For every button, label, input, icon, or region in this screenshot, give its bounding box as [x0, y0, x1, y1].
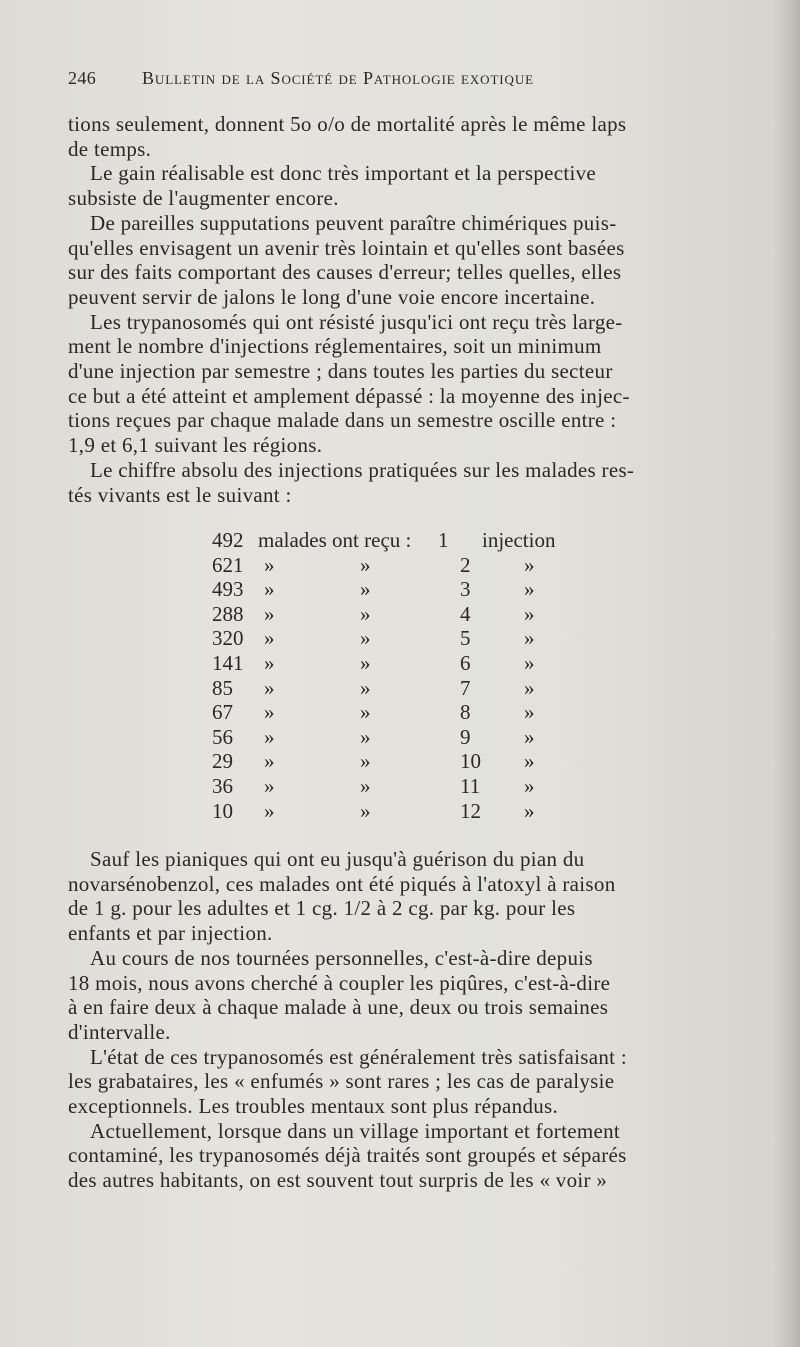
ditto-mark: »	[524, 724, 535, 749]
ditto-mark: »	[264, 650, 275, 675]
patient-count: 10	[212, 798, 233, 823]
patient-count: 56	[212, 724, 233, 749]
text-line: d'intervalle.	[68, 1019, 171, 1044]
ditto-mark: »	[524, 773, 535, 798]
paragraph	[68, 1045, 728, 1119]
ditto-mark: »	[360, 650, 371, 675]
paragraph	[68, 946, 728, 1045]
patient-count: 36	[212, 773, 233, 798]
patient-count: 85	[212, 675, 233, 700]
ditto-mark: »	[360, 626, 371, 651]
ditto-mark: »	[264, 552, 275, 577]
patient-count: 67	[212, 700, 233, 725]
ditto-mark: »	[264, 626, 275, 651]
ditto-mark: »	[524, 798, 535, 823]
ditto-mark: »	[360, 773, 371, 798]
injection-number: 1	[438, 528, 449, 552]
text-line: 18 mois, nous avons cherché à coupler les piqûres, c'est-à-dire	[68, 970, 611, 995]
text-line: De pareilles supputations peuvent paraître chimériques puis-	[90, 210, 617, 235]
text-line: qu'elles envisagent un avenir très lointain et qu'elles sont basées	[68, 235, 625, 260]
text-line: à en faire deux à chaque malade à une, deux ou trois semaines	[68, 995, 609, 1020]
ditto-mark: »	[264, 749, 275, 774]
ditto-mark: »	[264, 577, 275, 602]
ditto-mark: »	[524, 675, 535, 700]
text-line: contaminé, les trypanosomés déjà traités sont groupés et séparés	[68, 1143, 627, 1168]
ditto-mark: »	[524, 700, 535, 725]
text-line: de temps.	[68, 136, 152, 161]
text-line: 1,9 et 6,1 suivant les régions.	[68, 433, 323, 458]
patient-count: 288	[212, 601, 244, 626]
text-line: Au cours de nos tournées personnelles, c'est-à-dire depuis	[90, 945, 593, 970]
ditto-mark: »	[524, 626, 535, 651]
ditto-mark: »	[264, 773, 275, 798]
page-edge-shadow	[774, 0, 800, 1347]
ditto-mark: »	[524, 601, 535, 626]
paragraph	[68, 847, 728, 946]
paragraph	[68, 112, 728, 161]
row-label: malades ont reçu :	[258, 528, 412, 552]
text-line: subsiste de l'augmenter encore.	[68, 186, 339, 211]
page-number: 246	[68, 68, 97, 88]
text-line: tions seulement, donnent 5o o/o de mortalité après le même laps	[68, 112, 627, 136]
injection-number: 3	[460, 577, 471, 602]
injection-number: 8	[460, 700, 471, 725]
ditto-mark: »	[360, 798, 371, 823]
ditto-mark: »	[264, 724, 275, 749]
text-line: tions reçues par chaque malade dans un semestre oscille entre :	[68, 408, 617, 433]
text-line: Sauf les pianiques qui ont eu jusqu'à guérison du pian du	[90, 847, 585, 871]
ditto-mark: »	[360, 577, 371, 602]
ditto-mark: »	[264, 601, 275, 626]
ditto-mark: »	[264, 798, 275, 823]
paragraph	[68, 458, 728, 507]
row-unit-label: injection	[482, 528, 556, 552]
ditto-mark: »	[360, 724, 371, 749]
ditto-mark: »	[360, 601, 371, 626]
text-line: ment le nombre d'injections réglementaires, soit un minimum	[68, 334, 602, 359]
ditto-mark: »	[524, 577, 535, 602]
patient-count: 29	[212, 749, 233, 774]
text-line: enfants et par injection.	[68, 921, 273, 946]
text-line: d'une injection par semestre ; dans toutes les parties du secteur	[68, 359, 613, 384]
journal-title: Bulletin de la Société de Pathologie exotique	[142, 68, 534, 88]
injection-number: 12	[460, 798, 481, 823]
text-line: de 1 g. pour les adultes et 1 cg. 1/2 à 2 cg. par kg. pour les	[68, 896, 576, 921]
text-line: Le chiffre absolu des injections pratiquées sur les malades res-	[90, 457, 635, 482]
patient-count: 493	[212, 577, 244, 602]
patient-count: 141	[212, 650, 244, 675]
injection-number: 11	[460, 773, 481, 798]
body-text-top	[68, 112, 728, 507]
injection-number: 9	[460, 724, 471, 749]
injection-number: 7	[460, 675, 471, 700]
text-line: novarsénobenzol, ces malades ont été piqués à l'atoxyl à raison	[68, 871, 616, 896]
paragraph	[68, 161, 728, 210]
text-line: Le gain réalisable est donc très important et la perspective	[90, 161, 597, 186]
text-line: des autres habitants, on est souvent tout surpris de les « voir »	[68, 1168, 608, 1193]
ditto-mark: »	[524, 552, 535, 577]
body-text-bottom	[68, 847, 728, 1193]
ditto-mark: »	[524, 749, 535, 774]
ditto-mark: »	[264, 700, 275, 725]
patient-count: 621	[212, 552, 244, 577]
text-line: tés vivants est le suivant :	[68, 482, 292, 507]
running-head	[68, 68, 728, 89]
ditto-mark: »	[360, 552, 371, 577]
paragraph	[68, 1119, 728, 1193]
ditto-mark: »	[360, 749, 371, 774]
ditto-mark: »	[264, 675, 275, 700]
patient-count: 320	[212, 626, 244, 651]
injection-number: 4	[460, 601, 471, 626]
injection-number: 10	[460, 749, 481, 774]
injection-number: 2	[460, 552, 471, 577]
text-line: peuvent servir de jalons le long d'une voie encore incertaine.	[68, 284, 596, 309]
paragraph	[68, 310, 728, 458]
ditto-mark: »	[360, 700, 371, 725]
text-line: Actuellement, lorsque dans un village important et fortement	[90, 1118, 621, 1143]
text-line: les grabataires, les « enfumés » sont rares ; les cas de paralysie	[68, 1069, 615, 1094]
text-line: sur des faits comportant des causes d'erreur; telles quelles, elles	[68, 260, 622, 285]
injection-number: 6	[460, 650, 471, 675]
text-line: ce but a été atteint et amplement dépassé : la moyenne des injec-	[68, 383, 630, 408]
text-line: Les trypanosomés qui ont résisté jusqu'ici ont reçu très large-	[90, 309, 623, 334]
text-line: exceptionnels. Les troubles mentaux sont plus répandus.	[68, 1094, 559, 1119]
patient-count: 492	[212, 528, 244, 552]
paragraph	[68, 211, 728, 310]
injection-number: 5	[460, 626, 471, 651]
text-line: L'état de ces trypanosomés est généralement très satisfaisant :	[90, 1044, 627, 1069]
ditto-mark: »	[524, 650, 535, 675]
ditto-mark: »	[360, 675, 371, 700]
